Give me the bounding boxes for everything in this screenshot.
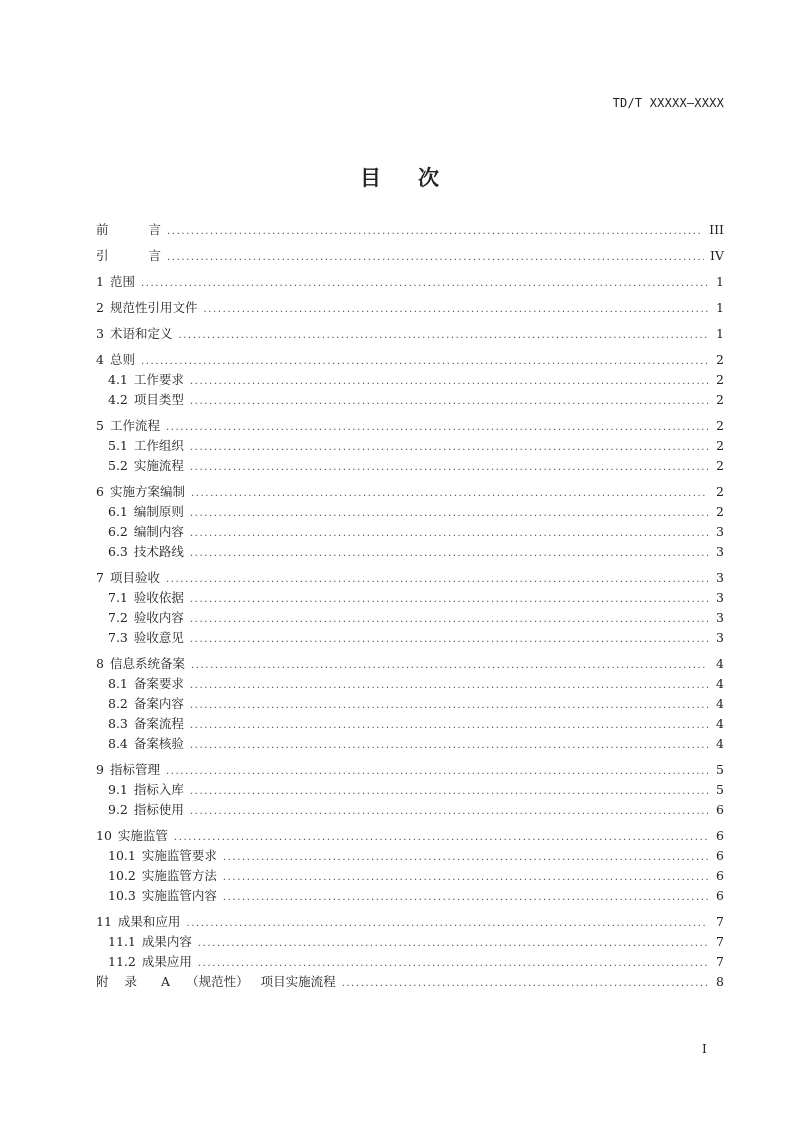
dot-leader bbox=[190, 676, 708, 696]
page-number: I bbox=[702, 1042, 707, 1056]
appendix-label-2: 录 bbox=[124, 974, 138, 989]
toc-entry-text: 工作要求 bbox=[133, 372, 184, 387]
dot-leader bbox=[190, 544, 708, 564]
toc-entry-page: 3 bbox=[716, 544, 724, 559]
toc-entry-page: 7 bbox=[716, 954, 724, 969]
toc-entry-page: 7 bbox=[716, 934, 724, 949]
toc-entry-text: 规范性引用文件 bbox=[109, 300, 198, 315]
toc-entry-text: 编制原则 bbox=[133, 504, 184, 519]
toc-entry-text: 技术路线 bbox=[133, 544, 184, 559]
toc-entry-number: 11.1 bbox=[108, 934, 136, 949]
toc-entry-text: 项目验收 bbox=[109, 570, 160, 585]
toc-entry-number: 2 bbox=[96, 300, 104, 315]
document-code: TD/T XXXXX—XXXX bbox=[612, 96, 724, 110]
toc-entry-text: 术语和定义 bbox=[109, 326, 173, 341]
toc-entry-number: 6 bbox=[96, 484, 104, 499]
toc-entry-text: 指标使用 bbox=[133, 802, 184, 817]
dot-leader bbox=[166, 762, 708, 782]
toc-entry-page: 2 bbox=[716, 392, 724, 407]
toc-entry-page: 2 bbox=[716, 352, 724, 367]
toc-entry-number: 7.1 bbox=[108, 590, 128, 605]
dot-leader bbox=[190, 590, 708, 610]
toc-entry-number: 5.1 bbox=[108, 438, 128, 453]
dot-leader bbox=[178, 326, 708, 346]
toc-entry[interactable] bbox=[96, 800, 724, 820]
dot-leader bbox=[141, 352, 708, 372]
toc-entry-number: 6.1 bbox=[108, 504, 128, 519]
toc-entry-text: 成果应用 bbox=[141, 954, 192, 969]
dot-leader bbox=[166, 570, 708, 590]
dot-leader bbox=[190, 716, 708, 736]
toc-entry-text: 指标管理 bbox=[109, 762, 160, 777]
dot-leader bbox=[190, 802, 708, 822]
toc-entry-number: 4 bbox=[96, 352, 104, 367]
toc-entry-number: 3 bbox=[96, 326, 104, 341]
toc-entry-number: 9.2 bbox=[108, 802, 128, 817]
toc-entry[interactable] bbox=[96, 734, 724, 754]
dot-leader bbox=[190, 438, 708, 458]
toc-entry-page: 4 bbox=[716, 716, 724, 731]
toc-entry-number: 1 bbox=[96, 274, 104, 289]
toc-entry-page: III bbox=[709, 222, 724, 237]
toc-entry-text: 验收意见 bbox=[133, 630, 184, 645]
toc-entry[interactable] bbox=[96, 608, 724, 628]
toc-entry-number: 9.1 bbox=[108, 782, 128, 797]
toc-entry-number: 8.4 bbox=[108, 736, 128, 751]
toc-entry[interactable] bbox=[96, 886, 724, 906]
toc-entry[interactable] bbox=[96, 350, 724, 370]
toc-entry-page: 3 bbox=[716, 630, 724, 645]
toc-entry-number: 8 bbox=[96, 656, 104, 671]
toc-entry-page: 3 bbox=[716, 590, 724, 605]
toc-entry-page: 7 bbox=[716, 914, 724, 929]
toc-entry-number: 8.3 bbox=[108, 716, 128, 731]
toc-entry-number: 10.1 bbox=[108, 848, 136, 863]
toc-entry-page: 2 bbox=[716, 458, 724, 473]
dot-leader bbox=[190, 696, 708, 716]
toc-entry-page: 2 bbox=[716, 372, 724, 387]
toc-entry-page: 1 bbox=[716, 300, 724, 315]
toc-entry-text: 验收依据 bbox=[133, 590, 184, 605]
toc-entry[interactable] bbox=[96, 714, 724, 734]
toc-entry-text: 总则 bbox=[109, 352, 135, 367]
appendix-type: （规范性） bbox=[186, 974, 249, 989]
toc-entry-number: 6.3 bbox=[108, 544, 128, 559]
dot-leader bbox=[166, 418, 708, 438]
toc-entry-page: 5 bbox=[716, 762, 724, 777]
dot-leader bbox=[198, 934, 708, 954]
dot-leader bbox=[167, 222, 703, 242]
toc-entry-text: 编制内容 bbox=[133, 524, 184, 539]
toc-entry[interactable] bbox=[96, 324, 724, 344]
toc-entry-text: 备案流程 bbox=[133, 716, 184, 731]
toc-entry-text: 范围 bbox=[109, 274, 135, 289]
toc-entry-page: 3 bbox=[716, 524, 724, 539]
toc-entry[interactable] bbox=[96, 694, 724, 714]
toc-entry-number: 7.3 bbox=[108, 630, 128, 645]
toc-entry-text: 引 言 bbox=[96, 248, 162, 263]
toc-entry-page: IV bbox=[710, 248, 724, 263]
appendix-letter: A bbox=[161, 974, 171, 989]
toc-entry-page: 6 bbox=[716, 848, 724, 863]
toc-entry-page: 6 bbox=[716, 888, 724, 903]
toc-title-char-2: 次 bbox=[418, 166, 440, 190]
toc-entry[interactable] bbox=[96, 272, 724, 292]
toc-entry-number: 8.2 bbox=[108, 696, 128, 711]
appendix-label-1: 附 bbox=[96, 974, 109, 989]
toc-entry-number: 10.2 bbox=[108, 868, 136, 883]
toc-entry[interactable] bbox=[96, 220, 724, 240]
toc-entry-text: 备案内容 bbox=[133, 696, 184, 711]
toc-entry-page: 1 bbox=[716, 326, 724, 341]
toc-entry[interactable] bbox=[96, 502, 724, 522]
toc-entry-number: 5.2 bbox=[108, 458, 128, 473]
toc-entry-number: 7 bbox=[96, 570, 104, 585]
dot-leader bbox=[190, 610, 708, 630]
toc-entry-page: 6 bbox=[716, 802, 724, 817]
toc-entry-text: 实施监管 bbox=[117, 828, 168, 843]
toc-entry[interactable] bbox=[96, 866, 724, 886]
toc-entry[interactable] bbox=[96, 912, 724, 932]
dot-leader bbox=[223, 888, 708, 908]
dot-leader bbox=[190, 630, 708, 650]
toc-entry-page: 3 bbox=[716, 570, 724, 585]
toc-entry-number: 7.2 bbox=[108, 610, 128, 625]
toc-entry-text: 备案核验 bbox=[133, 736, 184, 751]
toc-entry[interactable] bbox=[96, 390, 724, 410]
toc-entry[interactable] bbox=[96, 674, 724, 694]
toc-entry-text: 成果内容 bbox=[141, 934, 192, 949]
toc-entry-page: 2 bbox=[716, 438, 724, 453]
toc-entry[interactable] bbox=[96, 654, 724, 674]
toc-entry-text: 成果和应用 bbox=[117, 914, 181, 929]
toc-entry-page: 4 bbox=[716, 656, 724, 671]
toc-entry-page: 5 bbox=[716, 782, 724, 797]
dot-leader bbox=[191, 656, 708, 676]
toc-entry-appendix[interactable] bbox=[96, 972, 724, 992]
toc-entry[interactable] bbox=[96, 482, 724, 502]
toc-entry-page: 2 bbox=[716, 418, 724, 433]
toc-title-char-1: 目 bbox=[360, 166, 382, 190]
toc-entry[interactable] bbox=[96, 952, 724, 972]
toc-entry-page: 4 bbox=[716, 696, 724, 711]
toc-entry[interactable] bbox=[96, 298, 724, 318]
toc-entry-number: 9 bbox=[96, 762, 104, 777]
toc-entry-page: 6 bbox=[716, 828, 724, 843]
toc-entry[interactable] bbox=[96, 370, 724, 390]
toc-entry[interactable] bbox=[96, 456, 724, 476]
toc-entry-number: 11 bbox=[96, 914, 112, 929]
dot-leader bbox=[174, 828, 708, 848]
toc-entry-text: 前 言 bbox=[96, 222, 162, 237]
toc-entry-text: 实施监管内容 bbox=[141, 888, 217, 903]
toc-entry-page: 4 bbox=[716, 736, 724, 751]
dot-leader bbox=[141, 274, 708, 294]
toc-entry-number: 5 bbox=[96, 418, 104, 433]
toc-entry-text: 实施监管要求 bbox=[141, 848, 217, 863]
toc-entry-page: 6 bbox=[716, 868, 724, 883]
dot-leader bbox=[203, 300, 708, 320]
toc-entry[interactable] bbox=[96, 588, 724, 608]
toc-entry-number: 6.2 bbox=[108, 524, 128, 539]
toc-entry[interactable] bbox=[96, 760, 724, 780]
toc-entry-page: 2 bbox=[716, 504, 724, 519]
dot-leader bbox=[342, 974, 708, 994]
dot-leader bbox=[186, 914, 708, 934]
dot-leader bbox=[190, 372, 708, 392]
dot-leader bbox=[190, 736, 708, 756]
dot-leader bbox=[167, 248, 704, 268]
toc-entry[interactable] bbox=[96, 932, 724, 952]
toc-entry[interactable] bbox=[96, 628, 724, 648]
toc-entry[interactable] bbox=[96, 780, 724, 800]
dot-leader bbox=[223, 848, 708, 868]
toc-entry-number: 8.1 bbox=[108, 676, 128, 691]
table-of-contents bbox=[96, 220, 724, 992]
dot-leader bbox=[190, 524, 708, 544]
toc-entry-page: 4 bbox=[716, 676, 724, 691]
toc-entry[interactable] bbox=[96, 826, 724, 846]
toc-entry-text: 验收内容 bbox=[133, 610, 184, 625]
toc-entry-page: 1 bbox=[716, 274, 724, 289]
toc-entry-text: 项目类型 bbox=[133, 392, 184, 407]
toc-entry-text: 实施方案编制 bbox=[109, 484, 185, 499]
dot-leader bbox=[198, 954, 708, 974]
toc-entry-number: 4.2 bbox=[108, 392, 128, 407]
dot-leader bbox=[190, 782, 708, 802]
toc-entry-page: 3 bbox=[716, 610, 724, 625]
dot-leader bbox=[190, 504, 708, 524]
dot-leader bbox=[191, 484, 708, 504]
toc-entry-number: 10 bbox=[96, 828, 112, 843]
toc-entry-page: 2 bbox=[716, 484, 724, 499]
dot-leader bbox=[223, 868, 708, 888]
toc-entry[interactable] bbox=[96, 246, 724, 266]
toc-entry[interactable] bbox=[96, 846, 724, 866]
toc-entry[interactable] bbox=[96, 542, 724, 562]
toc-entry[interactable] bbox=[96, 416, 724, 436]
toc-entry-text: 指标入库 bbox=[133, 782, 184, 797]
toc-title bbox=[0, 162, 800, 192]
toc-entry-text: 实施监管方法 bbox=[141, 868, 217, 883]
toc-entry-text: 工作流程 bbox=[109, 418, 160, 433]
toc-entry-page: 8 bbox=[716, 974, 724, 989]
toc-entry[interactable] bbox=[96, 436, 724, 456]
toc-entry-text: 工作组织 bbox=[133, 438, 184, 453]
toc-entry-number: 4.1 bbox=[108, 372, 128, 387]
toc-entry-number: 11.2 bbox=[108, 954, 136, 969]
toc-entry-number: 10.3 bbox=[108, 888, 136, 903]
toc-entry[interactable] bbox=[96, 568, 724, 588]
toc-entry-text: 实施流程 bbox=[133, 458, 184, 473]
appendix-title: 项目实施流程 bbox=[260, 974, 336, 989]
toc-entry[interactable] bbox=[96, 522, 724, 542]
toc-entry-text: 信息系统备案 bbox=[109, 656, 185, 671]
toc-entry-text: 备案要求 bbox=[133, 676, 184, 691]
dot-leader bbox=[190, 458, 708, 478]
dot-leader bbox=[190, 392, 708, 412]
